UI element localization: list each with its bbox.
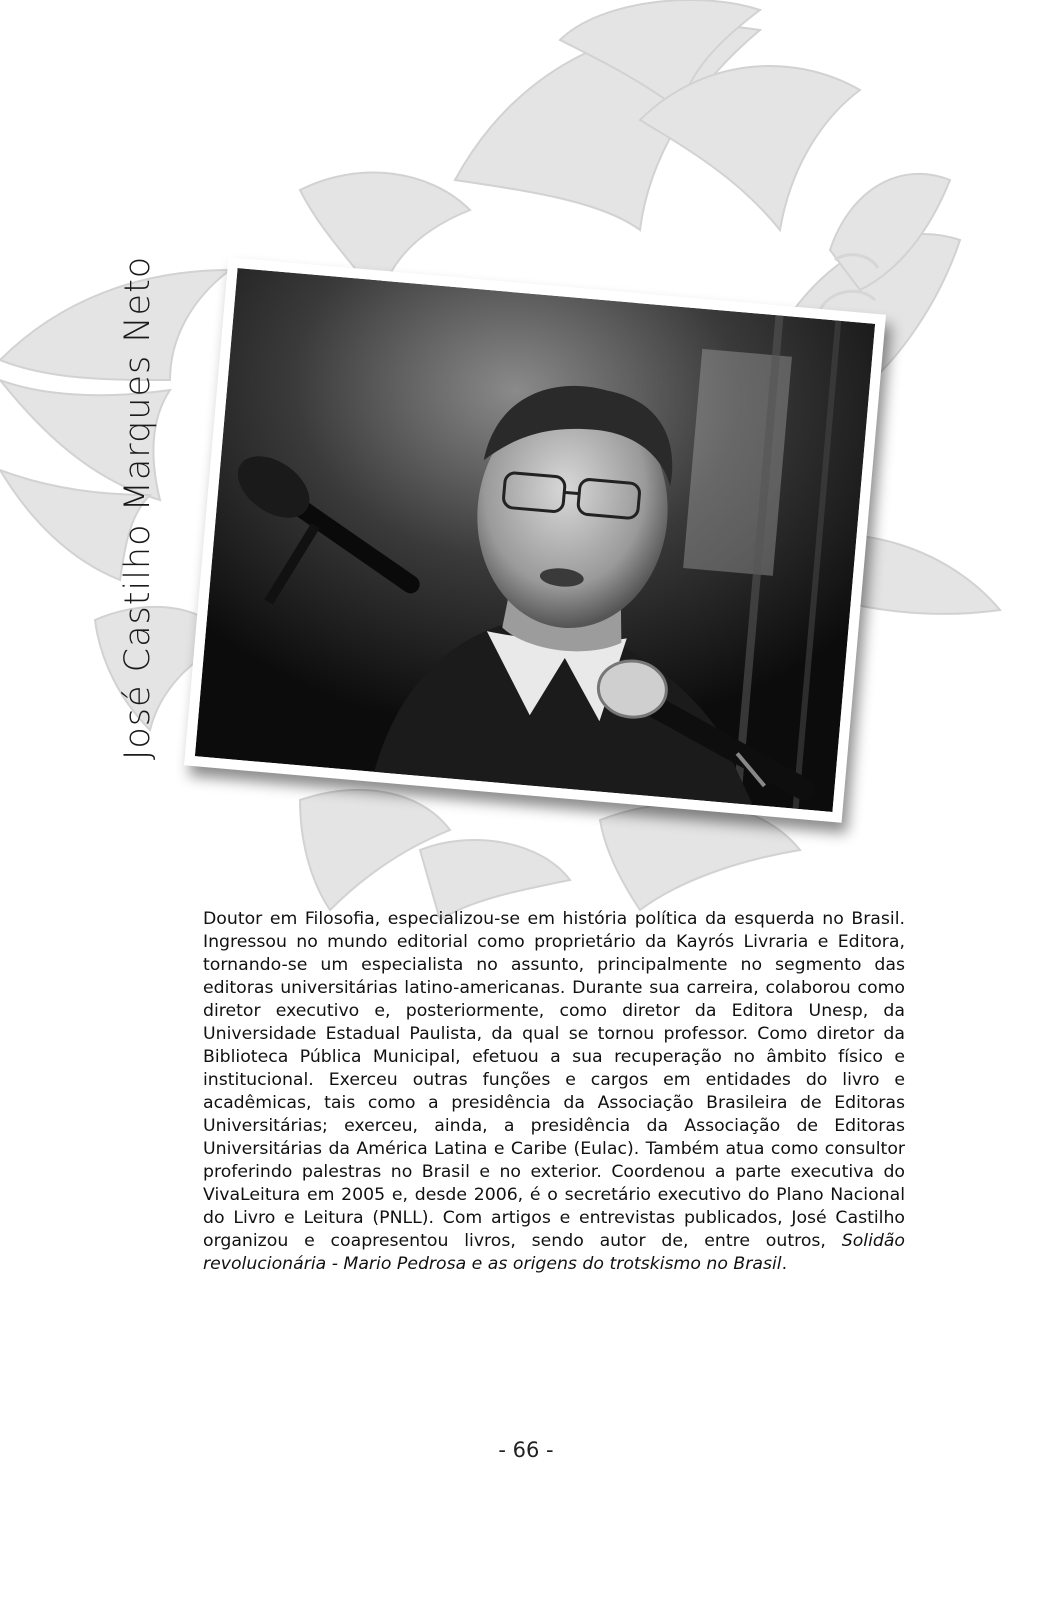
biography-end: . <box>781 1254 788 1274</box>
page-number: - 66 - <box>498 1438 554 1462</box>
biography-text: Doutor em Filosofia, especializou-se em história política da esquerda no Brasil. Ingressou no mundo editorial como proprietário da Kayrós Livraria e Editora, tornando-se um especialista no assunto, principalmente no segmento das editoras universitárias latino-americanas. Durante sua carreira, colaborou como diretor executivo e, posteriormente, como diretor da Editora Unesp, da Universidade Estadual Paulista, da qual se tornou professor. Como diretor da Biblioteca Pública Municipal, efetuou a sua recuperação no âmbito físico e institucional. Exerceu outras funções e cargos em entidades do livro e acadêmicas, tais como a presidência da Associação Brasileira de Editoras Universitárias; exerceu, ainda, a presidência da Associação de Editoras Universitárias da América Latina e Caribe (Eulac). Também atua como consultor proferindo palestras no Brasil e no exterior. Coordenou a parte executiva do VivaLeitura em 2005 e, desde 2006, é o secretário executivo do Plano Nacional do Livro e Leitura (PNLL). Com artigos e entrevistas publicados, José Castilho organizou e coapresentou livros, sendo autor de, entre outros, <box>203 909 905 1251</box>
book-title: Solidão revolucionária - Mario Pedrosa e as origens do trotskismo no Brasil <box>203 1231 905 1274</box>
biography-paragraph <box>203 908 905 1276</box>
person-name-vertical: José Castilho Marques Neto <box>118 255 158 760</box>
speaker-photo-frame <box>184 257 886 823</box>
speaker-photo <box>195 268 875 812</box>
